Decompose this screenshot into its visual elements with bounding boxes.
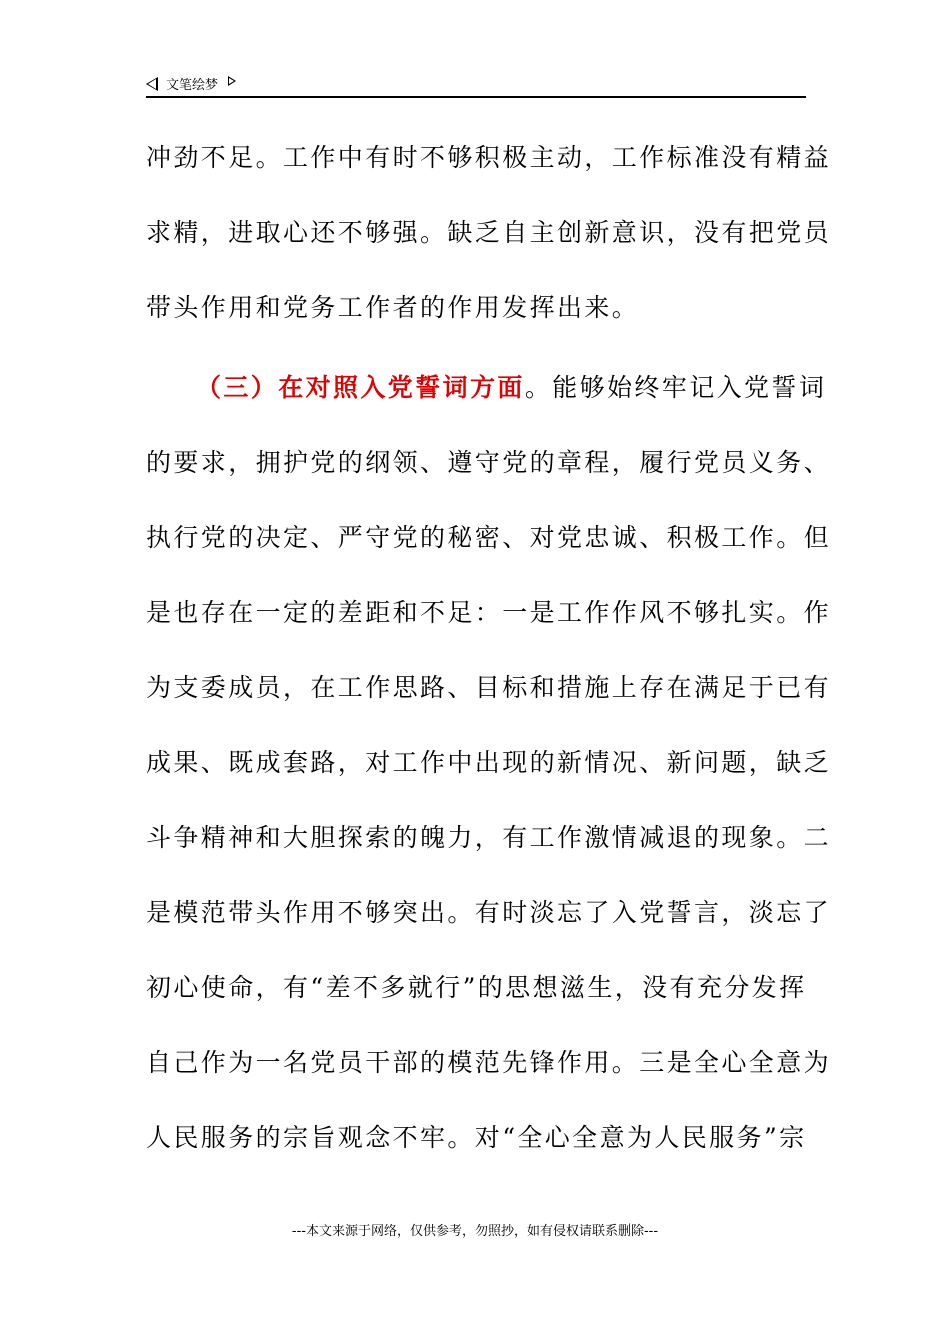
text-line: 是也存在一定的差距和不足：一是工作作风不够扎实。作 [146,598,832,627]
text-line: 的要求，拥护党的纲领、遵守党的章程，履行党员义务、 [146,448,832,477]
text-line: 执行党的决定、严守党的秘密、对党忠诚、积极工作。但 [146,523,832,552]
footer-notice: ---本文来源于网络，仅供参考，勿照抄，如有侵权请联系删除--- [291,1224,659,1239]
text-line: 带头作用和党务工作者的作用发挥出来。 [146,293,640,322]
text-line: 人民服务的宗旨观念不牢。对“全心全意为人民服务”宗 [146,1123,807,1152]
text-line: 自己作为一名党员干部的模范先锋作用。三是全心全意为 [146,1048,832,1077]
triangle-right-icon [228,76,236,86]
section-heading: （三）在对照入党誓词方面 [196,373,525,402]
document-body [146,120,832,1175]
text-line: 斗争精神和大胆探索的魄力，有工作激情减退的现象。二 [146,823,832,852]
text-line: 成果、既成套路，对工作中出现的新情况、新问题，缺乏 [146,748,832,777]
text-line: 求精，进取心还不够强。缺乏自主创新意识，没有把党员 [146,218,832,247]
header-divider [146,96,806,98]
triangle-left-icon [146,77,158,91]
text-line: 冲劲不足。工作中有时不够积极主动，工作标准没有精益 [146,143,832,172]
brand-name: 文笔绘梦 [166,78,219,93]
page-header [146,74,236,93]
section-heading-line [146,350,827,425]
text-line: 是模范带头作用不够突出。有时淡忘了入党誓言，淡忘了 [146,898,832,927]
text-line: 为支委成员，在工作思路、目标和措施上存在满足于已有 [146,673,832,702]
text-segment: 。能够始终牢记入党誓词 [524,373,827,402]
text-line: 初心使命，有“差不多就行”的思想滋生，没有充分发挥 [146,973,807,1002]
